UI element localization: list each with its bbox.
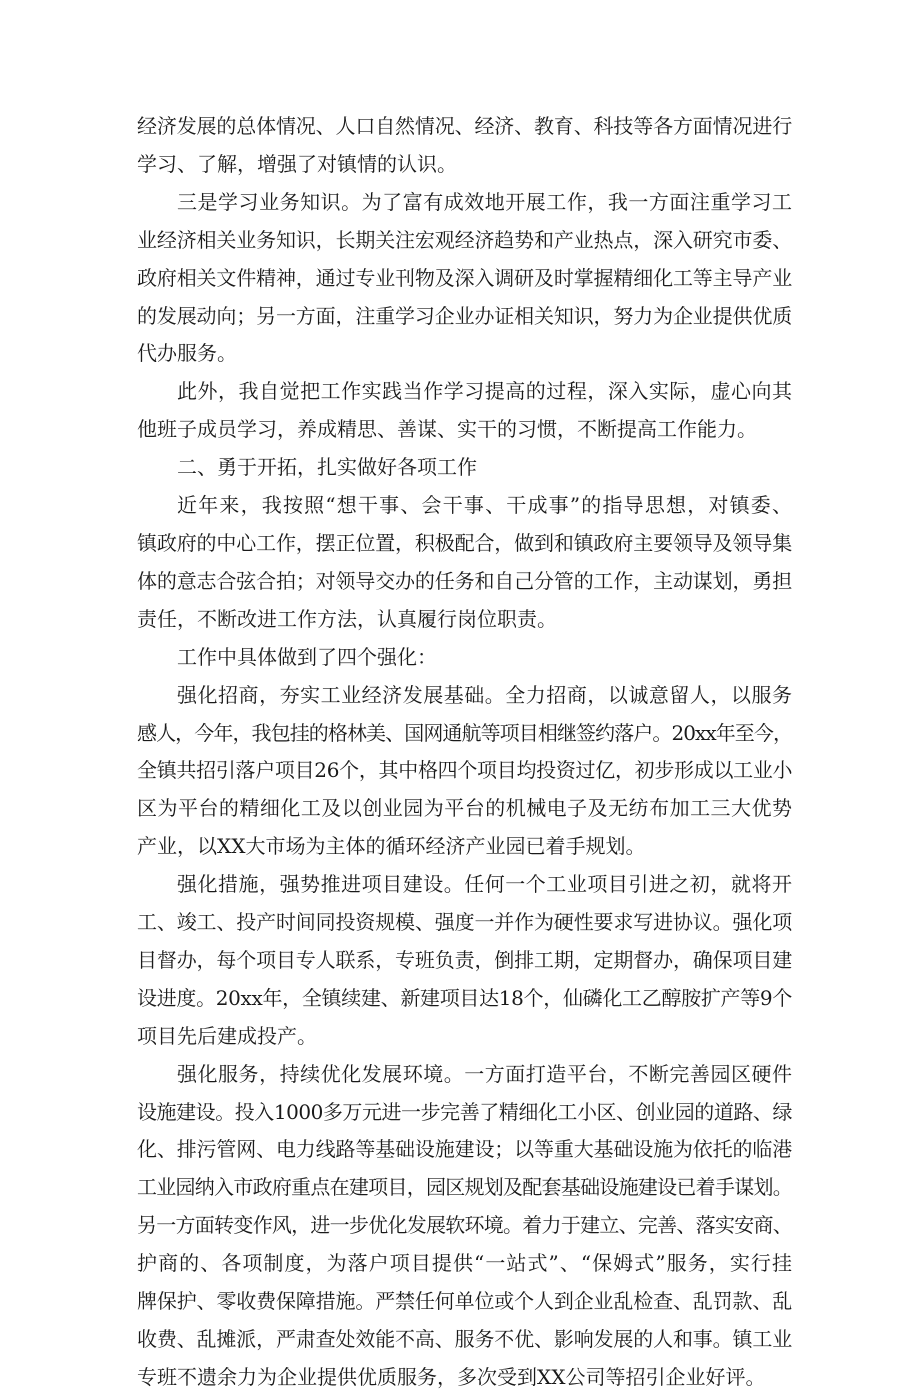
text-line: 另一方面转变作风，进一步优化发展软环境。着力于建立、完善、落实安商、 <box>137 1213 792 1238</box>
text-line: 设施建设。投入1000多万元进一步完善了精细化工小区、创业园的道路、绿 <box>137 1099 792 1124</box>
paragraph <box>137 677 792 867</box>
text-line: 学习、了解，增强了对镇情的认识。 <box>137 151 457 176</box>
paragraph <box>137 449 792 487</box>
text-line: 设进度。20xx年，全镇续建、新建项目达18个，仙磷化工乙醇胺扩产等9个 <box>137 985 792 1010</box>
text-line: 项目先后建成投产。 <box>137 1023 317 1048</box>
paragraph <box>137 866 792 1056</box>
paragraph <box>137 373 792 449</box>
text-line: 二、勇于开拓，扎实做好各项工作 <box>177 455 477 480</box>
text-line: 经济发展的总体情况、人口自然情况、经济、教育、科技等各方面情况进行 <box>137 114 793 138</box>
text-line: 业经济相关业务知识，长期关注宏观经济趋势和产业热点，深入研究市委、 <box>137 227 793 252</box>
text-line: 镇政府的中心工作，摆正位置，积极配合，做到和镇政府主要领导及领导集 <box>137 530 793 555</box>
text-line: 工业园纳入市政府重点在建项目，园区规划及配套基础设施建设已着手谋划。 <box>137 1175 792 1200</box>
text-line: 收费、乱摊派，严肃查处效能不高、服务不优、影响发展的人和事。镇工业 <box>137 1327 793 1351</box>
paragraph <box>137 108 792 184</box>
text-line: 工作中具体做到了四个强化： <box>177 644 437 669</box>
text-line: 护商的、各项制度，为落户项目提供“一站式”、“保姆式”服务，实行挂 <box>137 1251 792 1276</box>
document-body <box>137 108 792 1397</box>
text-line: 体的意志合弦合拍；对领导交办的任务和自己分管的工作，主动谋划，勇担 <box>137 568 793 593</box>
text-line: 化、排污管网、电力线路等基础设施建设；以等重大基础设施为依托的临港 <box>137 1137 793 1162</box>
text-line: 强化招商，夯实工业经济发展基础。全力招商，以诚意留人，以服务 <box>177 682 792 707</box>
text-line: 全镇共招引落户项目26个，其中格四个项目均投资过亿，初步形成以工业小 <box>137 758 793 783</box>
text-line: 产业，以XX大市场为主体的循环经济产业园已着手规划。 <box>137 834 646 859</box>
text-line: 强化服务，持续优化发展环境。一方面打造平台，不断完善园区硬件 <box>177 1061 792 1086</box>
text-line: 代办服务。 <box>137 341 237 366</box>
text-line: 强化措施，强势推进项目建设。任何一个工业项目引进之初，就将开 <box>177 872 792 897</box>
text-line: 感人，今年，我包挂的格林美、国网通航等项目相继签约落户。20xx年至今， <box>137 720 792 745</box>
text-line: 政府相关文件精神，通过专业刊物及深入调研及时掌握精细化工等主导产业 <box>137 265 793 290</box>
paragraph <box>137 1056 792 1397</box>
paragraph <box>137 184 792 374</box>
paragraph <box>137 639 792 677</box>
text-line: 牌保护、零收费保障措施。严禁任何单位或个人到企业乱检查、乱罚款、乱 <box>137 1289 793 1314</box>
text-line: 的发展动向；另一方面，注重学习企业办证相关知识，努力为企业提供优质 <box>137 303 793 328</box>
text-line: 责任，不断改进工作方法，认真履行岗位职责。 <box>137 606 557 631</box>
text-line: 专班不遗余力为企业提供优质服务，多次受到XX公司等招引企业好评。 <box>137 1364 766 1389</box>
text-line: 目督办，每个项目专人联系，专班负责，倒排工期，定期督办，确保项目建 <box>137 947 793 972</box>
text-line: 工、竣工、投产时间同投资规模、强度一并作为硬性要求写进协议。强化项 <box>137 910 793 935</box>
text-line: 他班子成员学习，养成精思、善谋、实干的习惯，不断提高工作能力。 <box>137 417 757 442</box>
paragraph <box>137 487 792 639</box>
text-line: 此外，我自觉把工作实践当作学习提高的过程，深入实际，虚心向其 <box>177 379 792 404</box>
text-line: 三是学习业务知识。为了富有成效地开展工作，我一方面注重学习工 <box>177 189 792 214</box>
text-line: 近年来，我按照“想干事、会干事、干成事”的指导思想，对镇委、 <box>177 493 792 518</box>
text-line: 区为平台的精细化工及以创业园为平台的机械电子及无纺布加工三大优势 <box>137 796 792 821</box>
